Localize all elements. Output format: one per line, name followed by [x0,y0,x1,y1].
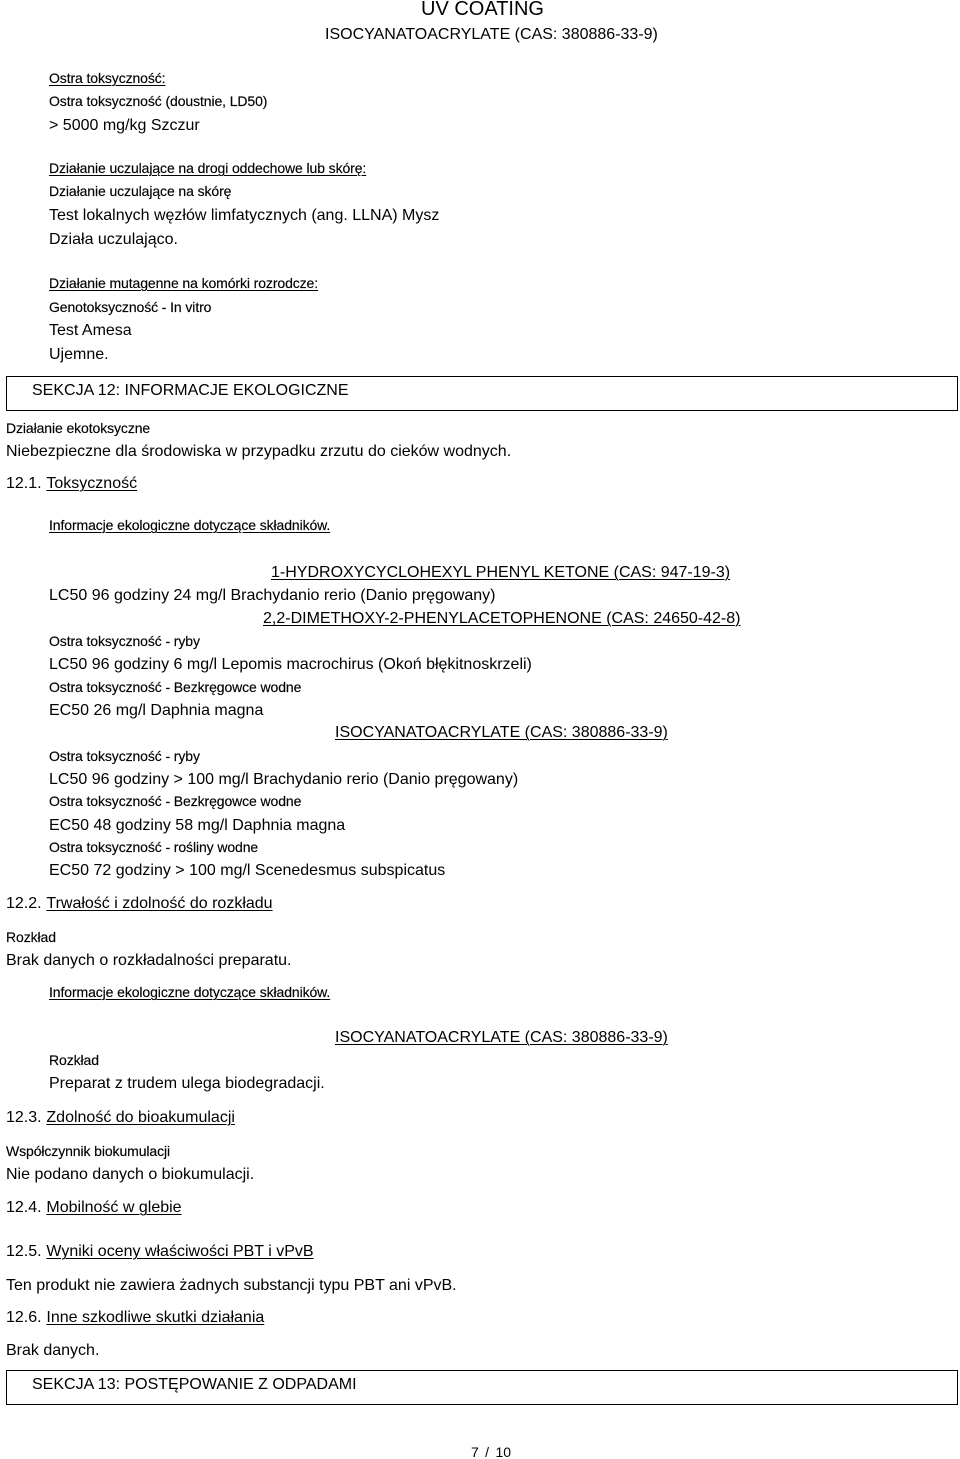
degradation-label: Rozkład [49,1052,99,1068]
degradation-label: Rozkład [6,929,56,945]
pbt-text: Ten produkt nie zawiera żadnych substancji typu PBT ani vPvB. [6,1277,457,1294]
subsection-number: 12.6. [6,1309,42,1326]
section-12-header [6,376,958,411]
subsection-title: Trwałość i zdolność do rozkładu [46,895,273,912]
page-number: 7 / 10 [471,1444,512,1459]
subsection-12-2-heading [6,894,273,914]
subsection-12-6-heading [6,1308,264,1328]
section-13-header [6,1370,958,1405]
subsection-title: Zdolność do bioakumulacji [46,1109,235,1126]
toxicity-value: LC50 96 godziny 24 mg/l Brachydanio rerio (Danio pręgowany) [49,587,496,604]
mutagenicity-heading: Działanie mutagenne na komórki rozrodcze: [49,275,319,291]
toxicity-value: EC50 48 godziny 58 mg/l Daphnia magna [49,817,346,834]
sensitisation-type: Działanie uczulające na skórę [49,183,232,199]
subsection-number: 12.3. [6,1109,42,1126]
subsection-number: 12.2. [6,895,42,912]
other-effects-text: Brak danych. [6,1342,100,1359]
bioaccumulation-label: Współczynnik biokumulacji [6,1143,171,1159]
subsection-12-4-heading [6,1198,182,1218]
mutagenicity-result: Ujemne. [49,346,109,363]
components-info-heading: Informacje ekologiczne dotyczące składników. [49,984,331,1000]
product-name: UV COATING [421,0,544,20]
mutagenicity-test: Test Amesa [49,322,132,339]
bioaccumulation-text: Nie podano danych o biokumulacji. [6,1166,255,1183]
component-name: 2,2-DIMETHOXY-2-PHENYLACETOPHENONE (CAS: 24650-42-8) [263,610,741,627]
components-info-heading: Informacje ekologiczne dotyczące składników. [49,517,331,533]
component-name: 1-HYDROXYCYCLOHEXYL PHENYL KETONE (CAS: 947-19-3) [271,564,731,581]
subsection-title: Toksyczność [46,475,138,492]
toxicity-label: Ostra toksyczność - rośliny wodne [49,839,259,855]
subsection-title: Mobilność w glebie [46,1199,182,1216]
toxicity-value: LC50 96 godziny > 100 mg/l Brachydanio rerio (Danio pręgowany) [49,771,519,788]
toxicity-label: Ostra toksyczność - ryby [49,748,200,764]
acute-toxicity-heading: Ostra toksyczność: [49,70,166,86]
subsection-title: Wyniki oceny właściwości PBT i vPvB [46,1243,314,1260]
sensitisation-result: Działa uczulająco. [49,231,178,248]
toxicity-value: LC50 96 godziny 6 mg/l Lepomis macrochirus (Okoń błękitnoskrzeli) [49,656,532,673]
subsection-12-5-heading [6,1242,314,1262]
toxicity-value: EC50 72 godziny > 100 mg/l Scenedesmus subspicatus [49,862,446,879]
degradation-text: Preparat z trudem ulega biodegradacji. [49,1075,325,1092]
toxicity-value: EC50 26 mg/l Daphnia magna [49,702,264,719]
toxicity-label: Ostra toksyczność - Bezkręgowce wodne [49,793,302,809]
subsection-12-3-heading [6,1108,235,1128]
toxicity-label: Ostra toksyczność - Bezkręgowce wodne [49,679,302,695]
subsection-12-1-heading [6,474,137,494]
sensitisation-test: Test lokalnych węzłów limfatycznych (ang. LLNA) Mysz [49,207,440,224]
section-13-title: SEKCJA 13: POSTĘPOWANIE Z ODPADAMI [32,1376,357,1393]
ecotoxicity-label: Działanie ekotoksyczne [6,420,151,436]
component-name: ISOCYANATOACRYLATE (CAS: 380886-33-9) [335,1029,668,1046]
subsection-number: 12.4. [6,1199,42,1216]
toxicity-label: Ostra toksyczność - ryby [49,633,200,649]
degradation-text: Brak danych o rozkładalności preparatu. [6,952,292,969]
header-substance: ISOCYANATOACRYLATE (CAS: 380886-33-9) [325,26,658,43]
component-name: ISOCYANATOACRYLATE (CAS: 380886-33-9) [335,724,668,741]
acute-toxicity-result: > 5000 mg/kg Szczur [49,117,200,134]
sensitisation-heading: Działanie uczulające na drogi oddechowe lub skórę: [49,160,367,176]
acute-toxicity-route: Ostra toksyczność (doustnie, LD50) [49,93,268,109]
section-12-title: SEKCJA 12: INFORMACJE EKOLOGICZNE [32,382,349,399]
ecotoxicity-text: Niebezpieczne dla środowiska w przypadku zrzutu do cieków wodnych. [6,443,512,460]
mutagenicity-type: Genotoksyczność - In vitro [49,299,212,315]
subsection-number: 12.5. [6,1243,42,1260]
subsection-number: 12.1. [6,475,42,492]
subsection-title: Inne szkodliwe skutki działania [46,1309,265,1326]
